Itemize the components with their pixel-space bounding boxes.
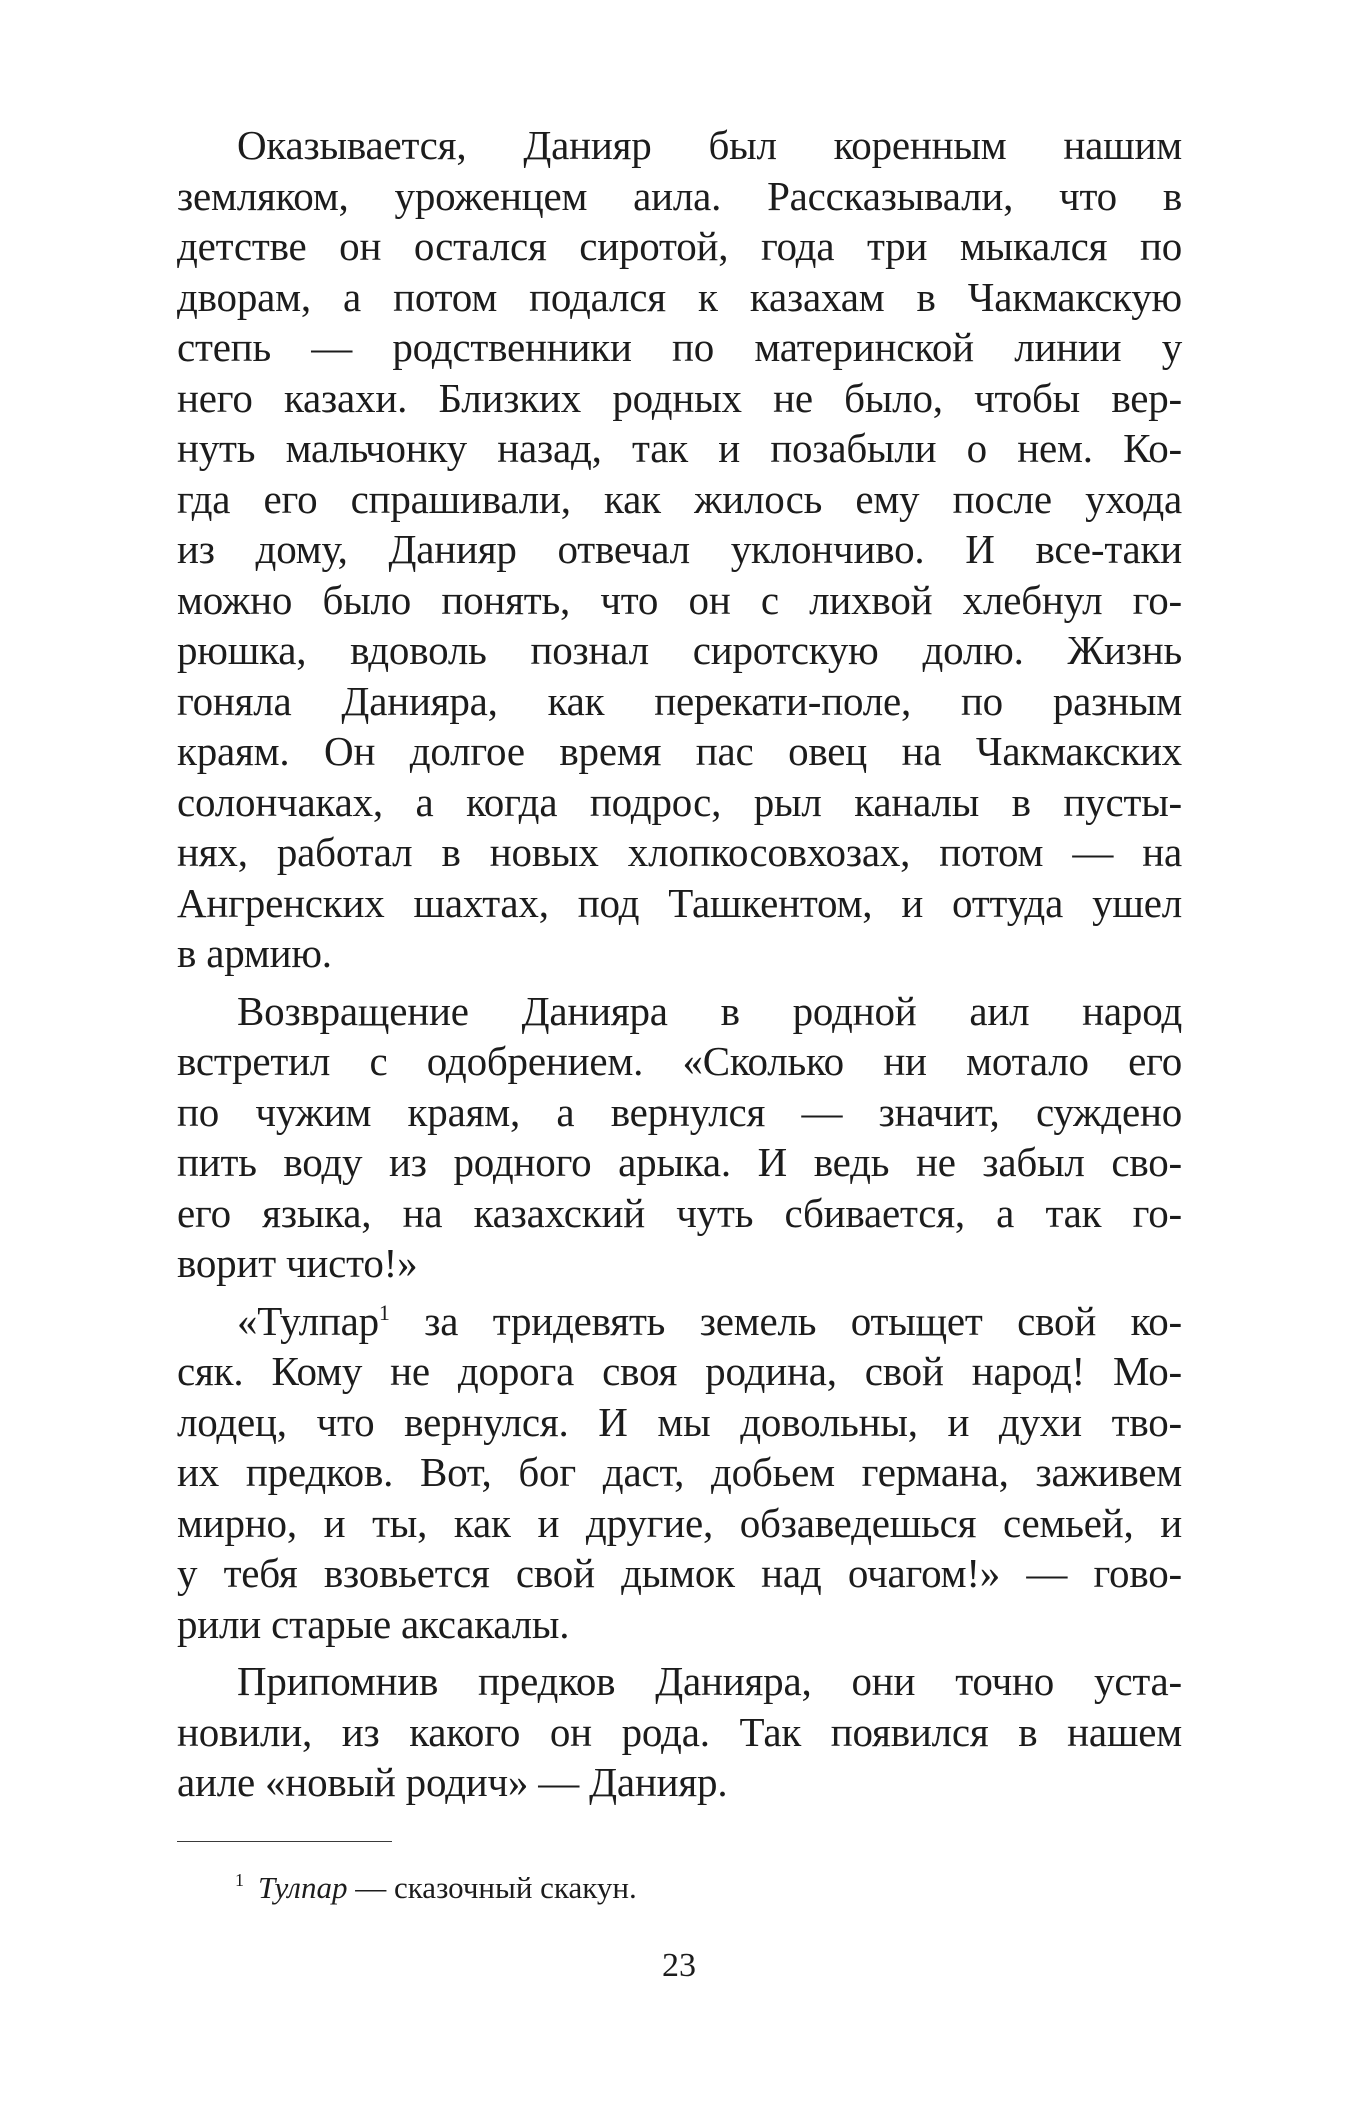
- footnote: [235, 1868, 637, 1908]
- text-line: гда его спрашивали, как жилось ему после ухода: [177, 475, 1182, 522]
- text-line: него казахи. Близких родных не было, чтобы вер-: [177, 374, 1182, 421]
- text-line: нуть мальчонку назад, так и позабыли о нем. Ко-: [177, 425, 1182, 471]
- text-line: из дому, Данияр отвечал уклончиво. И все-таки: [177, 526, 1182, 572]
- text-line: нях, работал в новых хлопкосовхозах, потом — на: [177, 829, 1182, 875]
- text-line: встретил с одобрением. «Сколько ни мотало его: [177, 1038, 1182, 1084]
- footnote-reference: 1: [378, 1299, 390, 1325]
- text-line: новили, из какого он рода. Так появился в нашем: [177, 1708, 1182, 1755]
- paragraph-3: [177, 1296, 1182, 1650]
- text-line: краям. Он долгое время пас овец на Чакмакских: [177, 728, 1182, 774]
- footnote-term: Тулпар: [258, 1870, 348, 1905]
- footnote-marker: 1: [235, 1870, 244, 1890]
- text-line: рили старые аксакалы.: [177, 1600, 570, 1647]
- text-line: гоняла Данияра, как перекати-поле, по разным: [177, 677, 1182, 724]
- body-text: [177, 120, 1182, 1808]
- text-line: Ангренских шахтах, под Ташкентом, и оттуда ушел: [177, 879, 1182, 926]
- text-line: можно было понять, что он с лихвой хлебнул го-: [177, 576, 1182, 623]
- text-line: по чужим краям, а вернулся — значит, суждено: [177, 1088, 1182, 1135]
- text-line: ворит чисто!»: [177, 1240, 418, 1286]
- text-line: солончаках, а когда подрос, рыл каналы в пусты-: [177, 778, 1182, 825]
- text-line: пить воду из родного арыка. И ведь не забыл сво-: [177, 1139, 1182, 1185]
- text-line: у тебя взовьется свой дымок над очагом!» — гово-: [177, 1550, 1182, 1596]
- text-line: Припомнив предков Данияра, они точно уста-: [237, 1658, 1182, 1704]
- text-line: сяк. Кому не дорога своя родина, свой народ! Мо-: [177, 1348, 1182, 1394]
- text-line-with-footnote-ref: [177, 1296, 1182, 1347]
- text-line: мирно, и ты, как и другие, обзаведешься семьей, и: [177, 1499, 1182, 1546]
- text-line: аиле «новый родич» — Данияр.: [177, 1759, 728, 1805]
- paragraph-1: [177, 120, 1182, 979]
- footnote-definition: — сказочный скакун.: [347, 1870, 637, 1905]
- page-number: 23: [662, 1947, 696, 1984]
- text-line: степь — родственники по материнской линии у: [177, 324, 1182, 370]
- paragraph-2: [177, 986, 1182, 1289]
- text-segment: «Тулпар: [237, 1297, 379, 1344]
- footnote-divider: [177, 1841, 392, 1842]
- text-line: детстве он остался сиротой, года три мыкался по: [177, 223, 1182, 269]
- text-line: рюшка, вдоволь познал сиротскую долю. Жизнь: [177, 627, 1182, 673]
- text-line: дворам, а потом подался к казахам в Чакмакскую: [177, 273, 1182, 320]
- text-line: в армию.: [177, 930, 332, 976]
- text-segment: за тридевять земель отыщет свой ко-: [389, 1297, 1182, 1344]
- text-line: его языка, на казахский чуть сбивается, а так го-: [177, 1189, 1182, 1236]
- paragraph-4: [177, 1656, 1182, 1808]
- text-line: Возвращение Данияра в родной аил народ: [237, 987, 1182, 1034]
- text-line: земляком, уроженцем аила. Рассказывали, что в: [177, 172, 1182, 219]
- text-line: Оказывается, Данияр был коренным нашим: [237, 122, 1182, 168]
- text-line: лодец, что вернулся. И мы довольны, и духи тво-: [177, 1398, 1182, 1445]
- text-line: их предков. Вот, бог даст, добьем германа, заживем: [177, 1449, 1182, 1495]
